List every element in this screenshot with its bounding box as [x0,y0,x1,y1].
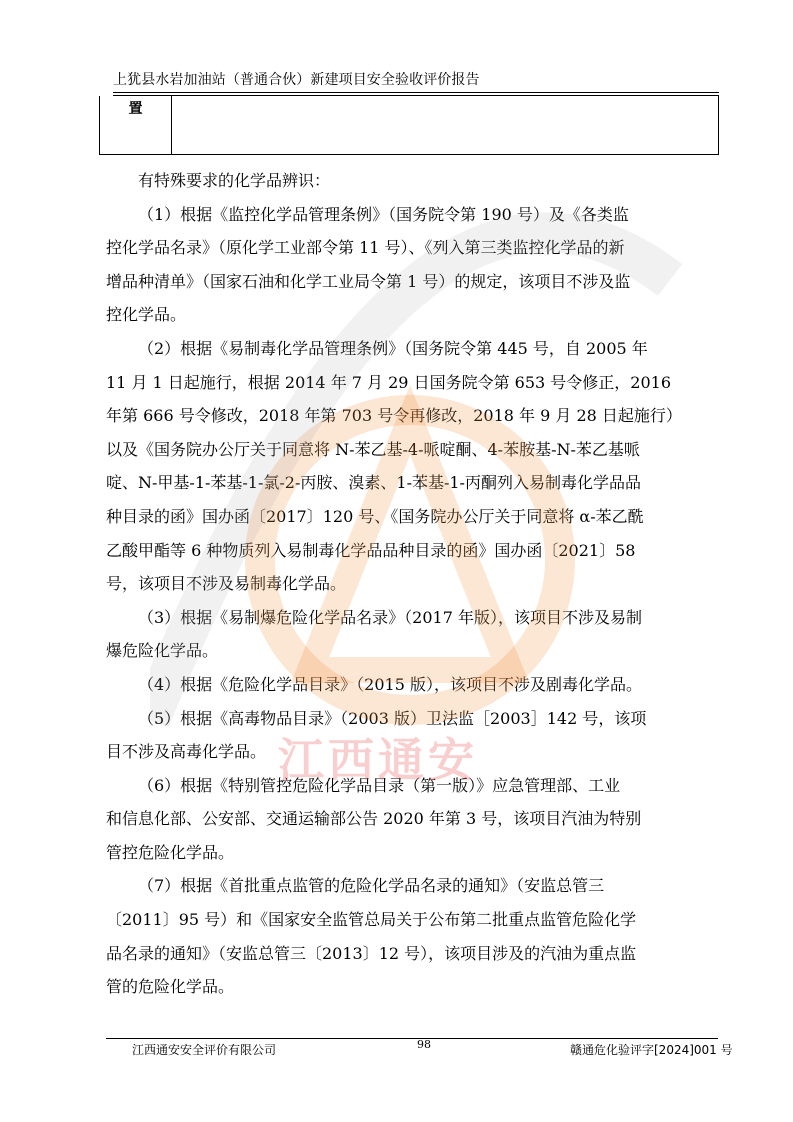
chemical-identification-list [106,198,718,1004]
item-line: 管控危险化学品。 [106,842,235,862]
item-line: （4）根据《危险化学品目录》（2015 版），该项目不涉及剧毒化学品。 [138,674,642,694]
item-line: （3）根据《易制爆危险化学品名录》（2017 年版），该项目不涉及易制 [138,607,642,627]
item-line: 增品种清单》（国家石油和化学工业局令第 1 号）的规定，该项目不涉及监 [106,271,631,291]
item-line: （1）根据《监控化学品管理条例》（国务院令第 190 号）及《各类监 [138,204,629,224]
item-line: 种目录的函》国办函〔2017〕120 号、《国务院办公厅关于同意将 α-苯乙酰 [106,506,644,526]
item-line: 控化学品名录》（原化学工业部令第 11 号）、《列入第三类监控化学品的新 [106,238,625,258]
table-cell-label: 置 [100,96,172,154]
identification-item [106,332,718,601]
item-line: 以及《国务院办公厅关于同意将 N-苯乙基-4-哌啶酮、4-苯胺基-N-苯乙基哌 [106,439,640,459]
continued-table [99,96,719,155]
item-line: 目不涉及高毒化学品。 [106,742,267,762]
item-line: 号，该项目不涉及易制毒化学品。 [106,574,347,594]
intro-paragraph: 有特殊要求的化学品辨识： [138,171,331,190]
item-line: 年第 666 号令修改，2018 年第 703 号令再修改，2018 年 9 月 28 日起施行） [106,406,682,426]
item-line: （6）根据《特别管控危险化学品目录（第一版）》应急管理部、工业 [138,775,621,795]
item-line: 爆危险化学品。 [106,641,219,661]
identification-item [106,198,718,332]
item-line: 控化学品。 [106,305,187,325]
identification-item [106,601,718,668]
identification-item [106,869,718,1003]
page-number: 98 [417,1038,431,1051]
footer-doc-number: 赣通危化验评字[2024]001 号 [570,1043,733,1057]
item-line: 11 月 1 日起施行，根据 2014 年 7 月 29 日国务院令第 653 号令修正，2016 [106,372,672,392]
item-line: 管的危险化学品。 [106,977,235,997]
item-line: （2）根据《易制毒化学品管理条例》（国务院令第 445 号，自 2005 年 [138,338,648,358]
header-rule-top [113,92,719,93]
item-line: 品名录的通知》（安监总管三〔2013〕12 号），该项目涉及的汽油为重点监 [106,943,637,963]
item-line: 和信息化部、公安部、交通运输部公告 2020 年第 3 号，该项目汽油为特别 [106,809,642,829]
footer-company: 江西通安安全评价有限公司 [132,1043,277,1057]
item-line: （5）根据《高毒物品目录》（2003 版）卫法监［2003］142 号，该项 [138,708,647,728]
identification-item [106,668,718,702]
page-header-title: 上犹县水岩加油站（普通合伙）新建项目安全验收评价报告 [113,72,480,88]
item-line: 乙酸甲酯等 6 种物质列入易制毒化学品品种目录的函》国办函〔2021〕58 [106,540,636,560]
item-line: 〔2011〕95 号）和《国家安全监管总局关于公布第二批重点监管危险化学 [106,910,637,930]
item-line: 啶、N-甲基-1-苯基-1-氯-2-丙胺、溴素、1-苯基-1-丙酮列入易制毒化学品品 [106,473,641,493]
watermark-text: 江西通安 [278,733,478,787]
body-content [106,164,718,1004]
item-line: （7）根据《首批重点监管的危险化学品名录的通知》（安监总管三 [138,876,605,896]
